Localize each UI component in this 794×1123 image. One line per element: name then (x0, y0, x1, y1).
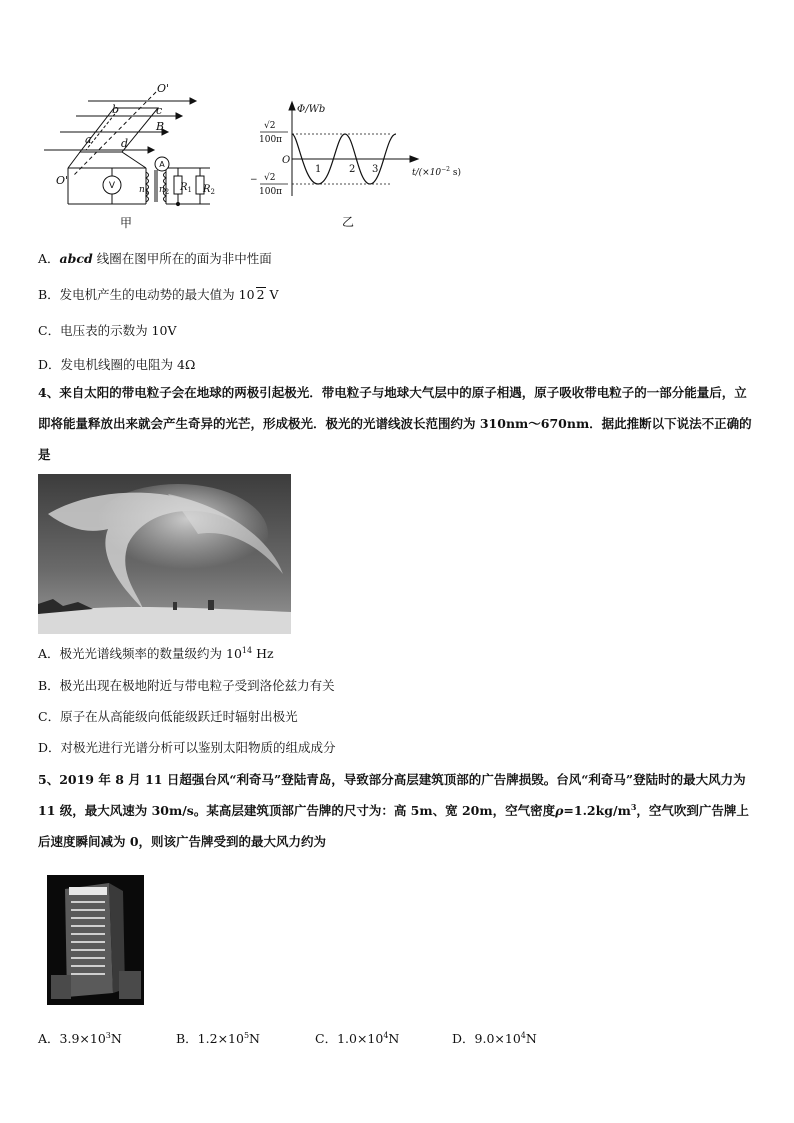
y-min-denominator: 100π (259, 187, 283, 197)
label-d: d (121, 137, 129, 150)
q4-option-c: C．原子在从高能级向低能级跃迁时辐射出极光 (38, 709, 298, 724)
aurora-photo (38, 474, 291, 634)
x-axis-label: $t/(\times 10^{-2}$ s) (412, 166, 462, 178)
label-n1: $n_1$ (139, 185, 150, 196)
y-min-numerator: √2 (264, 173, 276, 183)
q4-option-b: B．极光出现在极地附近与带电粒子受到洛伦兹力有关 (38, 678, 335, 693)
q5-question-text: 5、2019 年 8 月 11 日超强台风“利奇马”登陆青岛，导致部分高层建筑顶部的广告牌损毁。台风“利奇马”登陆时的最大风力为 11 级，最大风速为 30m/s。某高层建筑顶部广告牌的尺寸为：高 5m、宽 20m，空气密度$\rho=1.2kg/m^3$，空气吹到广告牌上后速度瞬间减为 0，则该广告牌受到的最大风力约为 (38, 772, 749, 849)
label-r2: $R_2$ (203, 184, 215, 196)
label-r1: $R_1$ (180, 182, 192, 194)
q4-option-a: A．极光光谱线频率的数量级约为 $10^{14}$ Hz (38, 646, 274, 661)
label-b: b (112, 103, 120, 116)
building-photo (47, 875, 144, 1005)
label-o-prime-bottom: O' (56, 174, 69, 187)
label-c: c (156, 104, 163, 117)
ammeter-label: A (159, 160, 165, 169)
origin-label: O (282, 155, 291, 166)
y-axis-label: Φ/Wb (297, 104, 326, 115)
tick-1: 1 (315, 164, 322, 175)
figure-jia-caption: 甲 (119, 216, 133, 230)
q4-question-text: 4、来自太阳的带电粒子会在地球的两极引起极光．带电粒子与地球大气层中的原子相遇，原子吸收带电粒子的一部分能量后，立即将能量释放出来就会产生奇异的光芒，形成极光．极光的光谱线波长范围约为 310nm～670nm．据此推断以下说法不正确的是 (38, 385, 752, 462)
voltmeter-label: V (108, 181, 116, 191)
tick-2: 2 (349, 164, 356, 175)
q5-option-c: C．$1.0\times 10^4N$ (315, 1031, 400, 1046)
y-max-denominator: 100π (259, 135, 283, 145)
y-min-sign: − (250, 175, 258, 185)
figure-jia-generator-circuit (38, 80, 228, 240)
label-o-prime-top: O' (157, 82, 170, 95)
label-field-B: B (156, 120, 165, 133)
q5-option-d: D．$9.0\times 10^4N$ (452, 1031, 537, 1046)
q3-option-b: B．发电机产生的电动势的最大值为 10 2 V (38, 287, 279, 302)
y-max-numerator: √2 (264, 121, 276, 131)
label-a: a (85, 133, 92, 146)
q3-option-c: C．电压表的示数为 10V (38, 323, 177, 338)
figure-yi-caption: 乙 (341, 215, 355, 229)
q4-option-d: D．对极光进行光谱分析可以鉴别太阳物质的组成成分 (38, 740, 336, 755)
q5-option-a: A．$3.9\times 10^3N$ (38, 1031, 122, 1046)
q5-option-b: B．$1.2\times 10^5N$ (176, 1031, 260, 1046)
q3-option-a: A．abcd 线圈在图甲所在的面为非中性面 (38, 251, 272, 266)
q3-option-d: D．发电机线圈的电阻为 4Ω (38, 357, 196, 372)
tick-3: 3 (372, 164, 379, 175)
figure-yi-flux-graph (248, 100, 478, 235)
label-n2: $n_2$ (159, 185, 170, 196)
